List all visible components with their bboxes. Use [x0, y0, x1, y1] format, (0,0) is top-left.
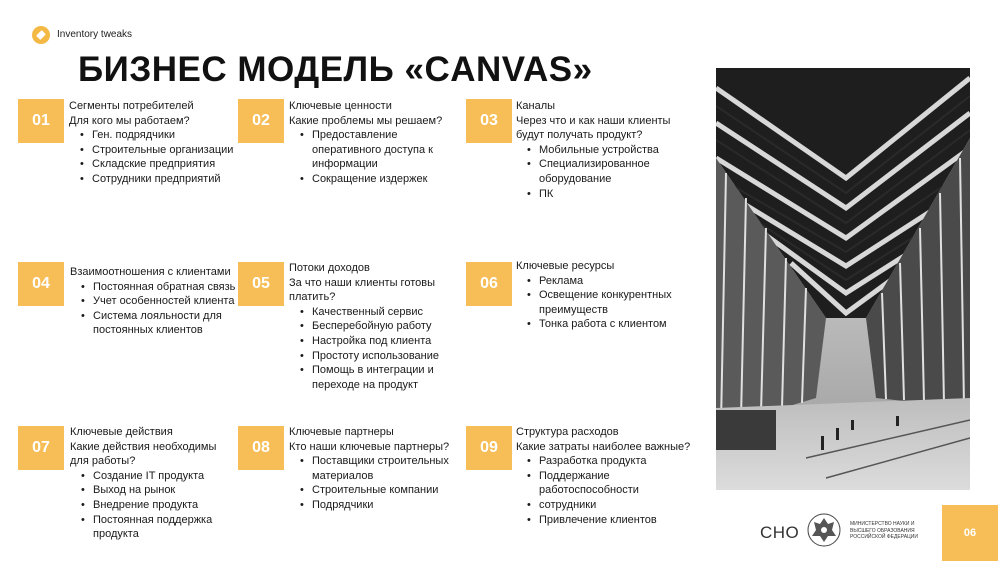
block-text	[70, 425, 230, 542]
block-list	[298, 128, 469, 186]
block-text	[289, 99, 469, 187]
block-heading: Ключевые действия	[70, 426, 173, 438]
block-question: Какие затраты наиболее важные?	[516, 440, 691, 453]
block-heading: Сегменты потребителей	[69, 100, 194, 112]
list-item: • Постоянная поддержка продукта	[79, 513, 230, 542]
block-list	[79, 280, 240, 338]
brand-logo-icon	[32, 26, 50, 44]
list-item: • Предоставление оперативного доступа к информации	[298, 128, 469, 172]
block-text	[289, 425, 464, 513]
block-text	[70, 265, 240, 338]
page-number: 06	[942, 505, 998, 561]
block-heading: Ключевые партнеры	[289, 426, 394, 438]
block-heading: Каналы	[516, 100, 556, 112]
block-number: 05	[238, 262, 284, 306]
list-item: • Подрядчики	[298, 498, 464, 513]
sno-logo: СНО	[760, 523, 800, 542]
block-list	[78, 128, 239, 186]
list-item: • Строительные компании	[298, 483, 464, 498]
block-number: 01	[18, 99, 64, 143]
block-question: Кто наши ключевые партнеры?	[289, 440, 450, 453]
block-heading: Потоки доходов	[289, 262, 370, 274]
block-number: 06	[466, 262, 512, 306]
block-heading: Структура расходов	[516, 426, 619, 438]
block-number: 08	[238, 426, 284, 470]
list-item: • сотрудники	[525, 498, 701, 513]
list-item: • Привлечение клиентов	[525, 513, 701, 528]
block-list	[79, 469, 230, 542]
block-text	[289, 261, 459, 392]
block-number: 02	[238, 99, 284, 143]
list-item: • Специализированное оборудование	[525, 157, 696, 186]
block-list	[298, 454, 464, 512]
block-question: Через что и как наши клиенты будут получать продукт?	[516, 114, 671, 142]
list-item: • Поддержание работоспособности	[525, 469, 701, 498]
block-text	[69, 99, 239, 187]
list-item: • ПК	[525, 187, 696, 202]
architecture-photo	[716, 68, 970, 490]
list-item: • Реклама	[525, 274, 696, 289]
block-question: Для кого мы работаем?	[69, 114, 190, 127]
list-item: • Тонка работа с клиентом	[525, 317, 696, 332]
list-item: • Сокращение издержек	[298, 172, 469, 187]
list-item: • Строительные организации	[78, 143, 239, 158]
list-item: • Выход на рынок	[79, 483, 230, 498]
brand-name: Inventory tweaks	[57, 29, 133, 40]
list-item: • Освещение конкурентных преимуществ	[525, 288, 696, 317]
block-number: 03	[466, 99, 512, 143]
list-item: • Система лояльности для постоянных клиентов	[79, 309, 240, 338]
list-item: • Качественный сервис	[298, 305, 459, 320]
block-number: 04	[18, 262, 64, 306]
block-question: Какие проблемы мы решаем?	[289, 114, 443, 127]
list-item: • Поставщики строительных материалов	[298, 454, 464, 483]
list-item: • Помощь в интеграции и переходе на продукт	[298, 363, 459, 392]
list-item: • Сотрудники предприятий	[78, 172, 239, 187]
block-list	[525, 274, 696, 332]
block-number: 09	[466, 426, 512, 470]
architecture-photo-graphic	[716, 68, 970, 490]
list-item: • Бесперебойную работу	[298, 319, 459, 334]
block-list	[525, 143, 696, 201]
block-question: За что наши клиенты готовы платить?	[289, 276, 435, 304]
block-number: 07	[18, 426, 64, 470]
list-item: • Складские предприятия	[78, 157, 239, 172]
block-text	[516, 425, 701, 527]
list-item: • Настройка под клиента	[298, 334, 459, 349]
list-item: • Разработка продукта	[525, 454, 701, 469]
block-text	[516, 259, 696, 332]
list-item: • Внедрение продукта	[79, 498, 230, 513]
block-list	[525, 454, 701, 527]
ministry-name: МИНИСТЕРСТВО НАУКИ И ВЫСШЕГО ОБРАЗОВАНИЯ РОССИЙСКОЙ ФЕДЕРАЦИИ	[850, 521, 918, 540]
page-title: БИЗНЕС МОДЕЛЬ «CANVAS»	[78, 50, 593, 89]
list-item: • Ген. подрядчики	[78, 128, 239, 143]
block-list	[298, 305, 459, 393]
block-question: Какие действия необходимы для работы?	[70, 440, 217, 468]
list-item: • Постоянная обратная связь	[79, 280, 240, 295]
block-heading: Ключевые ценности	[289, 100, 392, 112]
block-text	[516, 99, 696, 201]
block-heading: Ключевые ресурсы	[516, 260, 615, 272]
list-item: • Создание IT продукта	[79, 469, 230, 484]
list-item: • Учет особенностей клиента	[79, 294, 240, 309]
coat-of-arms-icon	[806, 512, 842, 548]
block-heading: Взаимоотношения с клиентами	[70, 266, 231, 278]
list-item: • Мобильные устройства	[525, 143, 696, 158]
list-item: • Простоту использование	[298, 349, 459, 364]
